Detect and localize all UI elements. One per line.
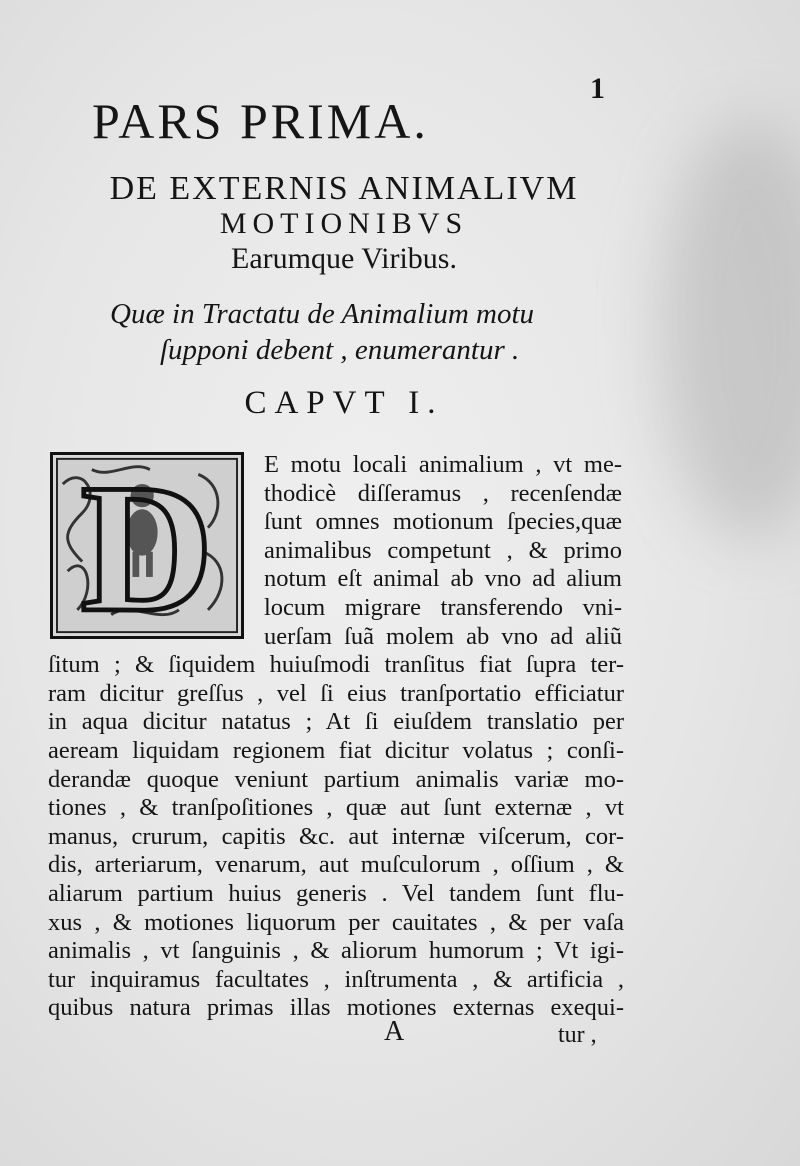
drop-cap-svg xyxy=(53,455,241,636)
intro-line-1: Quæ in Tractatu de Animalium motu xyxy=(110,298,535,330)
body-line: dis, arteriarum, venarum, aut muſculorum , oſſium , & xyxy=(48,851,624,879)
body-line: ſunt omnes motionum ſpecies,quæ xyxy=(264,508,622,536)
body-line: tur inquiramus facultates , inſtrumenta , & artificia , xyxy=(48,965,624,993)
drop-cap-letter: D xyxy=(80,455,214,636)
page-shadow xyxy=(660,120,800,540)
body-line: aliarum partium huius generis . Vel tandem ſunt flu- xyxy=(48,880,624,907)
body-line: aeream liquidam regionem fiat dicitur volatus ; conſi- xyxy=(48,737,624,764)
catchword: tur , xyxy=(558,1022,597,1048)
body-line: thodicè diſſeramus , recenſendæ xyxy=(264,479,622,507)
body-line: xus , & motiones liquorum per cauitates , & per vaſa xyxy=(48,908,624,936)
body-line: derandæ quoque veniunt partium animalis variæ mo- xyxy=(48,765,624,793)
body-line: animalis , vt ſanguinis , & aliorum humorum ; Vt igi- xyxy=(48,937,624,965)
part-title: PARS PRIMA. xyxy=(92,93,429,149)
body-line: manus, crurum, capitis &c. aut internæ viſcerum, cor- xyxy=(48,822,624,850)
body-line: in aqua dicitur natatus ; At ſi eiuſdem translatio per xyxy=(48,708,624,736)
page-number: 1 xyxy=(590,72,605,105)
body-line: tiones , & tranſpoſitiones , quæ aut ſunt externæ , vt xyxy=(48,794,624,822)
body-line: ſitum ; & ſiquidem huiuſmodi tranſitus fiat ſupra ter- xyxy=(48,651,624,679)
body-line: notum eſt animal ab vno ad alium xyxy=(264,565,622,593)
intro-line-2: ſupponi debent , enumerantur . xyxy=(160,334,520,366)
body-line: quibus natura primas illas motiones externas exequi- xyxy=(48,994,624,1022)
body-line: uerſam ſuã molem ab vno ad aliũ xyxy=(264,622,622,650)
chapter-title: CAPVT I. xyxy=(244,385,444,421)
body-line: locum migrare transferendo vni- xyxy=(264,594,622,621)
section-subtitle: Earumque Viribus. xyxy=(231,242,457,275)
signature-mark: A xyxy=(384,1016,405,1047)
drop-cap-ornament xyxy=(50,452,244,639)
body-line: E motu locali animalium , vt me- xyxy=(264,451,622,478)
section-title-line2: MOTIONIBVS xyxy=(219,207,469,240)
body-line: animalibus competunt , & primo xyxy=(264,536,622,564)
section-title-line1: DE EXTERNIS ANIMALIVM xyxy=(109,170,579,207)
body-line: ram dicitur greſſus , vel ſi eius tranſportatio efficiatur xyxy=(48,679,624,707)
